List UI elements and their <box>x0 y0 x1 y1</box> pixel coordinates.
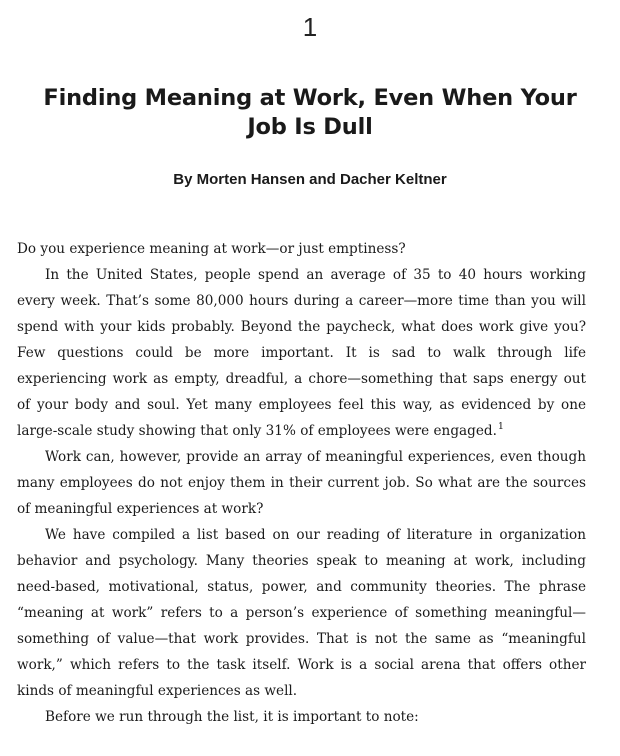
paragraph-4 <box>17 522 586 704</box>
paragraph-text: Do you experience meaning at work—or just emptiness? <box>17 241 406 257</box>
body-text <box>17 236 586 730</box>
footnote-marker[interactable]: 1 <box>497 421 504 432</box>
paragraph-text: Work can, however, provide an array of meaningful experiences, even though many employees do not enjoy them in their current job. So what are the sources of meaningful experiences at work? <box>17 449 586 517</box>
paragraph-5 <box>17 704 586 730</box>
paragraph-1 <box>17 236 586 262</box>
chapter-number: 1 <box>302 12 318 42</box>
paragraph-text: We have compiled a list based on our reading of literature in organization behavior and psychology. Many theories speak to meaning at work, including need-based, motivational, status, power, and community theories. The phrase “meaning at work” refers to a person’s experience of something meaningful—something of value—that work provides. That is not the same as “meaningful work,” which refers to the task itself. Work is a social arena that offers other kinds of meaningful experiences as well. <box>17 527 586 699</box>
paragraph-2 <box>17 262 586 444</box>
paragraph-text: Before we run through the list, it is important to note: <box>45 709 419 725</box>
chapter-title: Finding Meaning at Work, Even When Your Job Is Dull <box>43 85 577 140</box>
paragraph-text: In the United States, people spend an average of 35 to 40 hours working every week. That’s some 80,000 hours during a career—more time than you will spend with your kids probably. Beyond the paycheck, what does work give you? Few questions could be more important. It is sad to walk through life experiencing work as empty, dreadful, a chore—something that saps energy out of your body and soul. Yet many employees feel this way, as evidenced by one large-scale study showing that only 31% of employees were engaged. <box>17 267 586 439</box>
paragraph-3 <box>17 444 586 522</box>
byline: By Morten Hansen and Dacher Keltner <box>173 171 447 188</box>
